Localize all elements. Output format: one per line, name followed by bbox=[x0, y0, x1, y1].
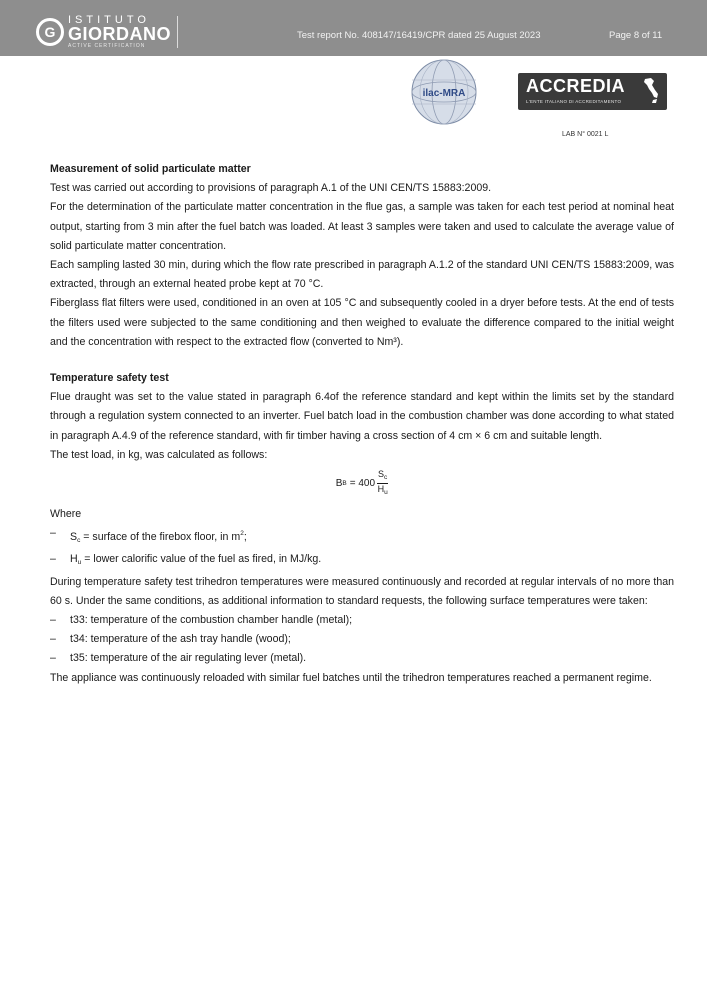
ilac-label: ilac-MRA bbox=[422, 88, 466, 99]
formula-den: H bbox=[377, 484, 385, 495]
paragraph: Flue draught was set to the value stated in paragraph 6.4of the reference standard and kept within the limits set by the standard through a regulation system connected to an inverter. Fuel batch load in the combustion chamber was done according to what stated in paragraph A.4.9 of the reference standard, with fir timber having a cross section of 4 cm × 6 cm and suitable length. bbox=[50, 391, 674, 442]
ilac-globe-icon bbox=[410, 58, 478, 126]
logo-divider bbox=[177, 16, 178, 48]
page-number: Page 8 of 11 bbox=[609, 30, 663, 41]
formula-lhs: B bbox=[335, 477, 343, 489]
list-item: – $S_c$ = surface of the firebox floor, in $m^2$; bbox=[50, 527, 247, 545]
load-formula bbox=[50, 469, 674, 499]
list-item: – t34: temperature of the ash tray handle (wood); bbox=[50, 633, 291, 646]
paragraph: Test was carried out according to provisions of paragraph A.1 of the UNI CEN/TS 15883:2009. bbox=[50, 182, 492, 195]
paragraph: Each sampling lasted 30 min, during which the flow rate prescribed in paragraph A.1.2 of the standard UNI CEN/TS 15883:2009, was extracted, through an external heated probe kept at 70 °C. bbox=[50, 259, 674, 291]
paragraph: For the determination of the particulate matter concentration in the flue gas, a sample was taken for each test period at nominal heat output, starting from 3 min after the fuel batch was loaded. At least 3 samples were taken and used to calculate the average value of solid particulate matter concentration. bbox=[50, 201, 674, 252]
list-item: – t35: temperature of the air regulating lever (metal). bbox=[50, 652, 307, 665]
header-bar bbox=[0, 0, 707, 56]
list-item: – $H_u$ = lower calorific value of the fuel as fired, in MJ/kg. bbox=[50, 553, 322, 567]
formula-num-sub: c bbox=[384, 474, 388, 482]
logo-line1: ISTITUTO bbox=[68, 14, 150, 26]
formula-fraction bbox=[377, 469, 388, 498]
formula-num: S bbox=[378, 469, 385, 480]
accredia-name: ACCREDIA bbox=[526, 76, 626, 96]
formula-equals: = 400 bbox=[349, 477, 376, 489]
formula-den-sub: u bbox=[384, 489, 388, 497]
lab-number: LAB N° 0021 L bbox=[562, 131, 609, 138]
logo-wordmark bbox=[68, 15, 171, 49]
ilac-mra-badge bbox=[410, 58, 478, 126]
paragraph: During temperature safety test trihedron temperatures were measured continuously and recorded at regular intervals of no more than 60 s. Under the same conditions, as additional information to standard requests, the following surface temperatures were taken: bbox=[50, 575, 674, 607]
document-body bbox=[50, 160, 674, 688]
istituto-giordano-logo bbox=[36, 14, 178, 50]
accredia-subtitle: L'ENTE ITALIANO DI ACCREDITAMENTO bbox=[526, 99, 622, 104]
formula-lhs-sub: B bbox=[342, 479, 347, 487]
section-title-temperature: Temperature safety test bbox=[50, 372, 169, 385]
section-title-particulate: Measurement of solid particulate matter bbox=[50, 163, 251, 175]
where-label: Where bbox=[50, 508, 82, 521]
paragraph: The appliance was continuously reloaded with similar fuel batches until the trihedron temperatures reached a permanent regime. bbox=[50, 671, 652, 684]
list-item: – t33: temperature of the combustion chamber handle (metal); bbox=[50, 614, 353, 627]
paragraph: Fiberglass flat filters were used, conditioned in an oven at 105 °C and subsequently cooled in a dryer before tests. At the end of tests the filters used were subjected to the same conditioning and then weighed to evaluate the difference compared to the initial weight and the concentration with respect to the extracted flow (converted to Nm³). bbox=[50, 297, 674, 348]
italy-map-icon bbox=[642, 77, 660, 105]
logo-line2: GIORDANO bbox=[68, 24, 171, 44]
paragraph: The test load, in kg, was calculated as follows: bbox=[50, 448, 268, 461]
logo-g-icon: G bbox=[36, 18, 64, 46]
report-reference: Test report No. 408147/16419/CPR dated 25 August 2023 bbox=[297, 30, 541, 41]
logo-tag: ACTIVE CERTIFICATION bbox=[68, 43, 146, 49]
accredia-logo bbox=[518, 73, 667, 110]
